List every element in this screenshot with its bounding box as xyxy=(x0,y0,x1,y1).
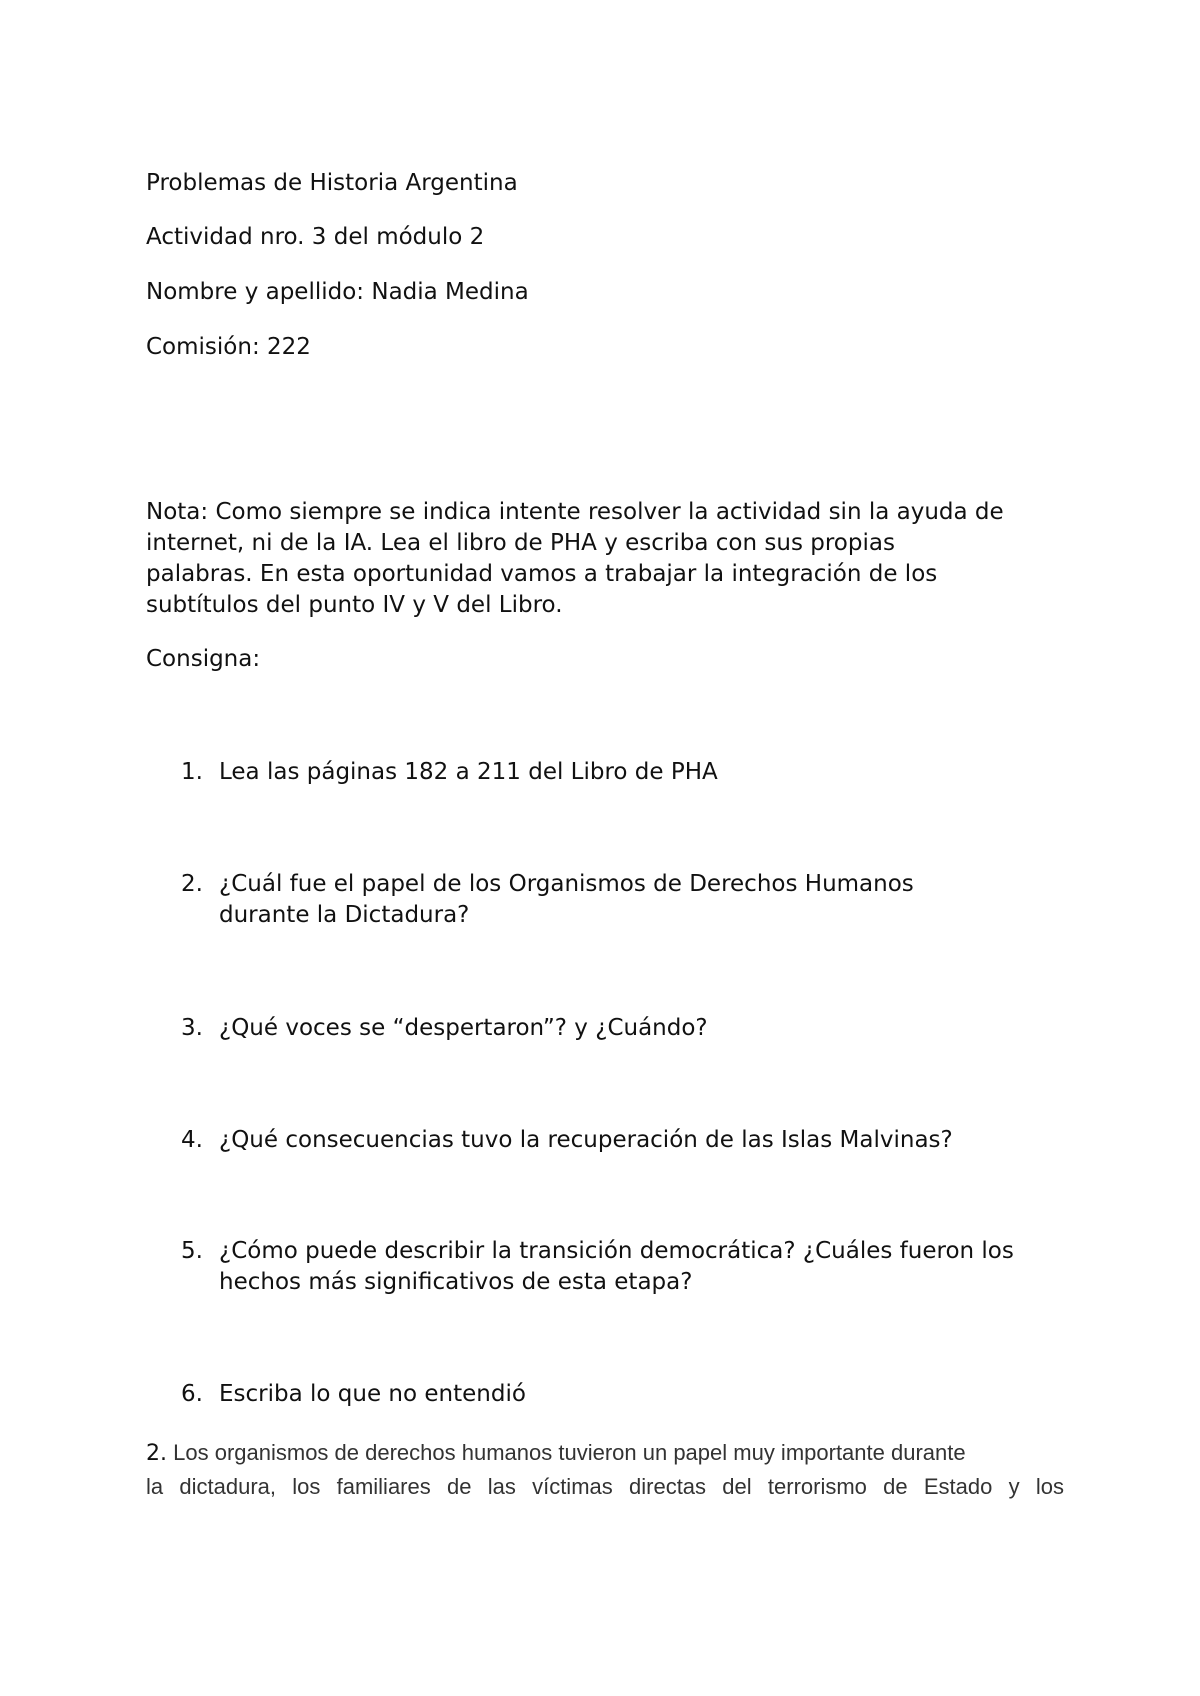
answer-paragraph xyxy=(146,1436,1064,1503)
question-number: 6. xyxy=(181,1381,203,1407)
commission-line: Comisión: 222 xyxy=(146,334,311,360)
note-line: internet, ni de la IA. Lea el libro de PHA y escriba con sus propias xyxy=(146,530,895,556)
note-line: palabras. En esta oportunidad vamos a trabajar la integración de los xyxy=(146,561,938,587)
answer-line: la dictadura, los familiares de las víctimas directas del terrorismo de Estado y los xyxy=(146,1474,1064,1499)
question-number: 5. xyxy=(181,1238,203,1264)
note-line: Nota: Como siempre se indica intente resolver la actividad sin la ayuda de xyxy=(146,499,1004,525)
question-text: ¿Cómo puede describir la transición democrática? ¿Cuáles fueron los hechos más significativos de esta etapa? xyxy=(219,1238,1014,1295)
activity-line: Actividad nro. 3 del módulo 2 xyxy=(146,224,485,250)
question-text: ¿Qué consecuencias tuvo la recuperación de las Islas Malvinas? xyxy=(219,1127,953,1153)
question-text: Escriba lo que no entendió xyxy=(219,1381,526,1407)
question-number: 2. xyxy=(181,871,203,897)
question-text: ¿Qué voces se “despertaron”? y ¿Cuándo? xyxy=(219,1015,708,1041)
course-title: Problemas de Historia Argentina xyxy=(146,170,518,196)
question-number: 3. xyxy=(181,1015,203,1041)
question-text: Lea las páginas 182 a 211 del Libro de PHA xyxy=(219,759,718,785)
answer-line: Los organismos de derechos humanos tuvieron un papel muy importante durante xyxy=(173,1440,966,1465)
note-line: subtítulos del punto IV y V del Libro. xyxy=(146,592,563,618)
consigna-label: Consigna: xyxy=(146,646,261,672)
question-number: 1. xyxy=(181,759,203,785)
student-name: Nombre y apellido: Nadia Medina xyxy=(146,279,529,305)
question-number: 4. xyxy=(181,1127,203,1153)
answer-number: 2. xyxy=(146,1441,167,1466)
note-paragraph xyxy=(146,497,1066,621)
question-text: ¿Cuál fue el papel de los Organismos de Derechos Humanos durante la Dictadura? xyxy=(219,871,914,928)
